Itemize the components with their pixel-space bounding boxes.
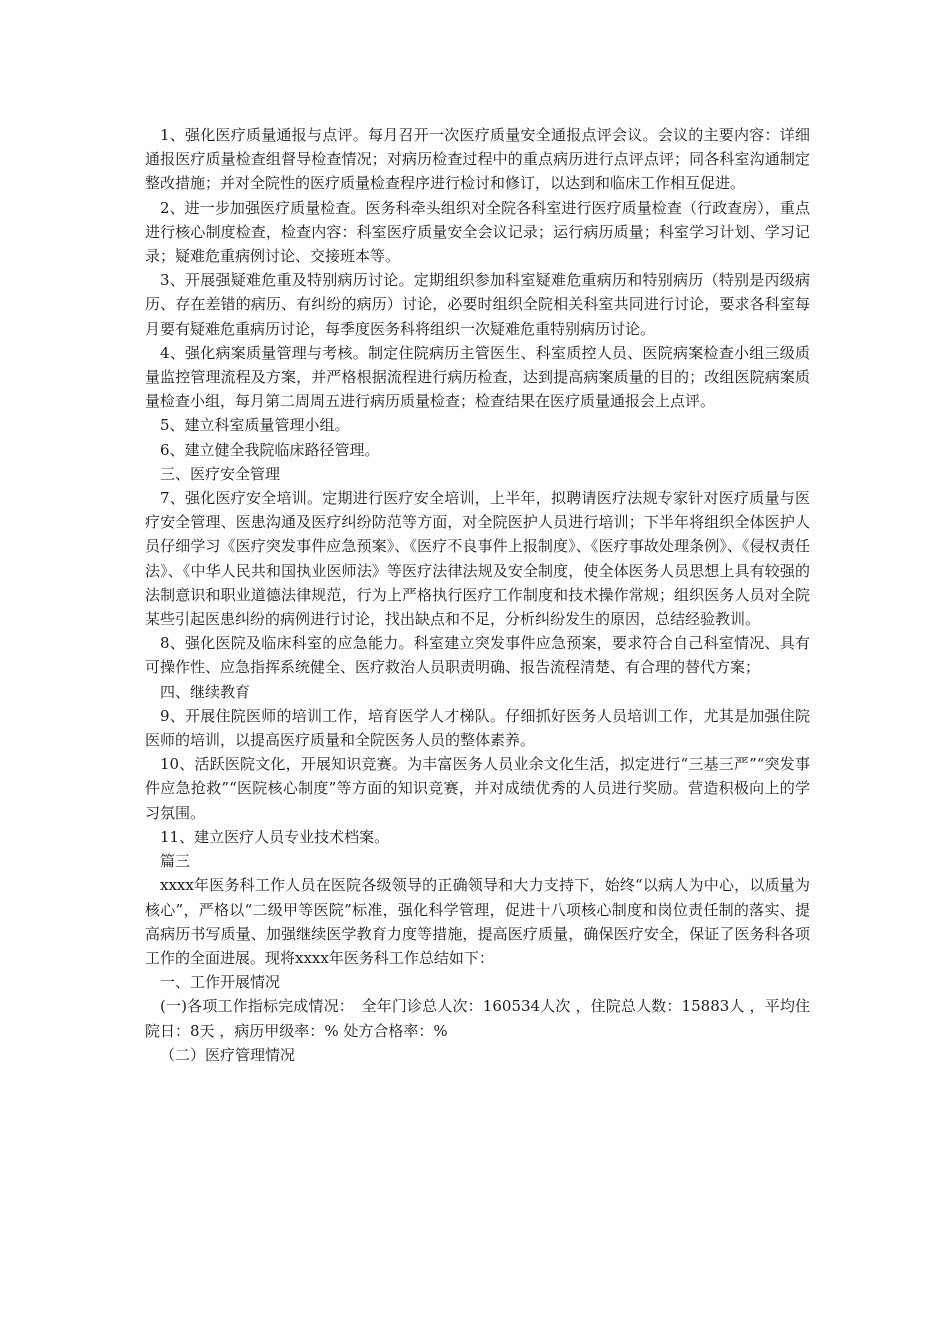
paragraph-item-3: 3、开展强疑难危重及特别病历讨论。定期组织参加科室疑难危重病历和特别病历（特别是丙级病历、存在差错的病历、有纠纷的病历）讨论，必要时组织全院相关科室共同进行讨论，要求各科室每月要有疑难危重病历讨论，每季度医务科将组织一次疑难危重特别病历讨论。	[145, 271, 810, 338]
section-heading-safety: 三、医疗安全管理	[160, 464, 281, 483]
part-heading: 篇三	[160, 852, 191, 871]
paragraph-item-4: 4、强化病案质量管理与考核。制定住院病历主管医生、科室质控人员、医院病案检查小组三级质量监控管理流程及方案，并严格根据流程进行病历检查，达到提高病案质量的目的；改组医院病案质量检查小组，每月第二周周五进行病历质量检查；检查结果在医疗质量通报会上点评。	[145, 343, 810, 411]
paragraph-item-10: 10、活跃医院文化，开展知识竞赛。为丰富医务人员业余文化生活，拟定进行“三基三严”“突发事件应急抢救”“医院核心制度”等方面的知识竞赛，并对成绩优秀的人员进行奖励。营造积极向上的学习氛围。	[145, 755, 810, 822]
paragraph-item-9: 9、开展住院医师的培训工作，培育医学人才梯队。仔细抓好医务人员培训工作，尤其是加强住院医师的培训，以提高医疗质量和全院医务人员的整体素养。	[145, 706, 810, 750]
paragraph-item-5: 5、建立科室质量管理小组。	[160, 416, 350, 435]
paragraph-item-2: 2、进一步加强医疗质量检查。医务科牵头组织对全院各科室进行医疗质量检查（行政查房），重点进行核心制度检查，检查内容：科室医疗质量安全会议记录；运行病历质量；科室学习计划、学习记录；疑难危重病例讨论、交接班本等。	[145, 198, 810, 266]
paragraph-item-11: 11、建立医疗人员专业技术档案。	[160, 827, 390, 846]
paragraph-item-6: 6、建立健全我院临床路径管理。	[160, 440, 380, 459]
section-heading-education: 四、继续教育	[160, 682, 251, 701]
document-body	[145, 123, 810, 1067]
paragraph-item-7: 7、强化医疗安全培训。定期进行医疗安全培训，上半年，拟聘请医疗法规专家针对医疗质量与医疗安全管理、医患沟通及医疗纠纷防范等方面，对全院医护人员进行培训；下半年将组织全体医护人员仔细学习《医疗突发事件应急预案》、《医疗不良事件上报制度》、《医疗事故处理条例》、《侵权责任法》、《中华人民共和国执业医师法》等医疗法律法规及安全制度，使全体医务人员思想上具有较强的法制意识和职业道德法律规范，行为上严格执行医疗工作制度和技术操作常规；组织医务人员对全院某些引起医患纠纷的病例进行讨论，找出缺点和不足，分析纠纷发生的原因，总结经验教训。	[145, 489, 810, 629]
subsection-heading-medical-management: （二）医疗管理情况	[160, 1045, 296, 1064]
paragraph-item-8: 8、强化医院及临床科室的应急能力。科室建立突发事件应急预案，要求符合自己科室情况、具有可操作性、应急指挥系统健全、医疗救治人员职责明确、报告流程清楚、有合理的替代方案；	[145, 634, 810, 677]
summary-intro-paragraph: xxxx年医务科工作人员在医院各级领导的正确领导和大力支持下，始终“以病人为中心，以质量为核心”，严格以“二级甲等医院”标准，强化科学管理，促进十八项核心制度和岗位责任制的落实、提高病历书写质量、加强继续医学教育力度等措施，提高医疗质量，确保医疗安全，保证了医务科各项工作的全面进展。现将xxxx年医务科工作总结如下：	[145, 876, 810, 967]
paragraph-item-1: 1、强化医疗质量通报与点评。每月召开一次医疗质量安全通报点评会议。会议的主要内容：详细通报医疗质量检查组督导检查情况；对病历检查过程中的重点病历进行点评点评；同各科室沟通制定整改措施；并对全院性的医疗质量检查程序进行检讨和修订，以达到和临床工作相互促进。	[145, 126, 810, 193]
indicators-paragraph: (一)各项工作指标完成情况： 全年门诊总人次：160534人次 ，住院总人数：15883人 ，平均住院日：8天 ，病历甲级率：% 处方合格率：%	[145, 997, 810, 1040]
section-heading-work: 一、工作开展情况	[160, 973, 281, 992]
